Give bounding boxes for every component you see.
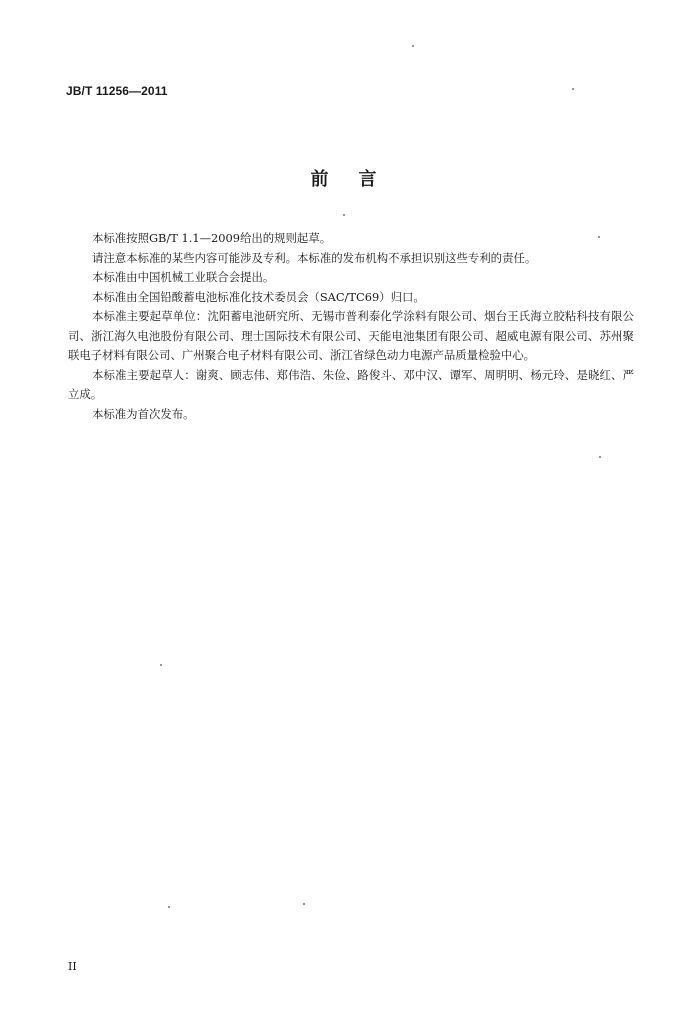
scan-speck bbox=[412, 45, 414, 47]
scan-speck bbox=[168, 906, 170, 908]
scan-speck bbox=[343, 214, 345, 216]
paragraph-drafting-organizations: 本标准主要起草单位：沈阳蓄电池研究所、无锡市普利泰化学涂料有限公司、烟台王氏海立胶粘科技有限公司、浙江海久电池股份有限公司、理士国际技术有限公司、天能电池集团有限公司、超威电源有限公司、苏州聚联电子材料有限公司、广州聚合电子材料有限公司、浙江省绿色动力电源产品质量检验中心。 bbox=[68, 309, 634, 362]
section-title bbox=[0, 165, 687, 191]
foreword-body bbox=[68, 229, 634, 424]
scan-speck bbox=[599, 456, 601, 458]
paragraph-drafting-rules: 本标准按照GB/T 1.1—2009给出的规则起草。 bbox=[92, 231, 332, 245]
standard-code: JB/T 11256—2011 bbox=[66, 84, 168, 98]
paragraph-proposer: 本标准由中国机械工业联合会提出。 bbox=[92, 270, 275, 284]
paragraph-patent-notice: 请注意本标准的某些内容可能涉及专利。本标准的发布机构不承担识别这些专利的责任。 bbox=[92, 250, 537, 265]
page-number: II bbox=[68, 960, 77, 973]
title-char-2: 言 bbox=[358, 169, 377, 190]
paragraph-drafters: 本标准主要起草人：谢爽、顾志伟、郑伟浩、朱俭、路俊斗、邓中汉、谭军、周明明、杨元玲、是晓红、严立成。 bbox=[68, 367, 634, 401]
title-char-1: 前 bbox=[310, 169, 329, 190]
scan-speck bbox=[160, 664, 162, 666]
paragraph-first-issue: 本标准为首次发布。 bbox=[92, 406, 195, 421]
scan-speck bbox=[572, 88, 574, 90]
scan-speck bbox=[598, 236, 600, 238]
paragraph-technical-committee: 本标准由全国铅酸蓄电池标准化技术委员会（SAC/TC69）归口。 bbox=[92, 289, 425, 304]
scan-speck bbox=[303, 903, 305, 905]
